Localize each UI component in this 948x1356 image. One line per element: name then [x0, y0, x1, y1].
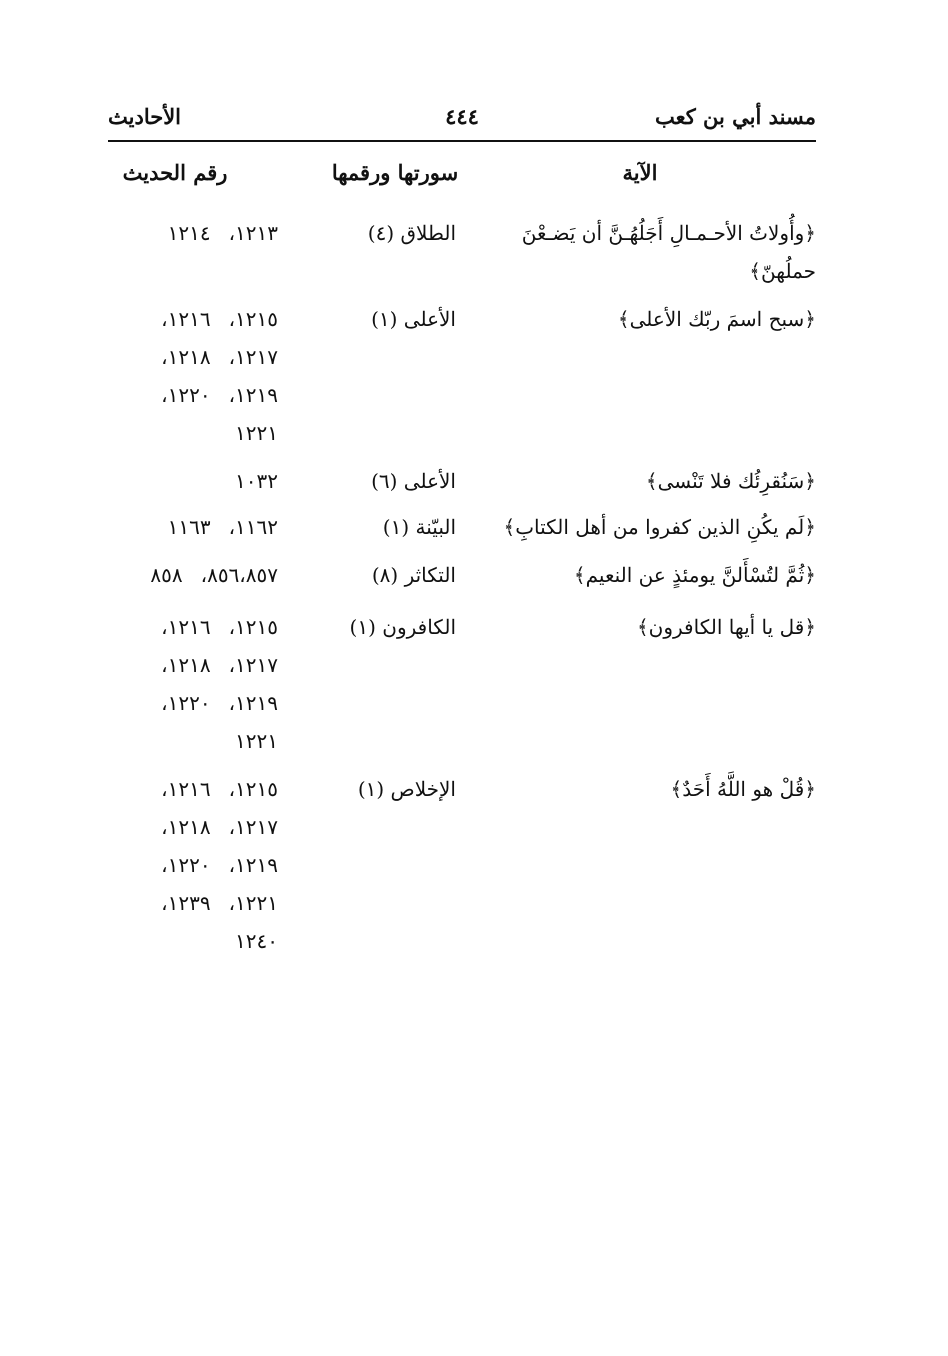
hadith-number: ١٢٢٠، [161, 853, 211, 877]
hadith-number-line [108, 508, 278, 546]
verse-text: ﴿ثُمَّ لتُسْأَلنَّ يومئذٍ عن النعيم﴾ [573, 563, 816, 587]
surah-ref: الأعلى (٦) [371, 469, 456, 493]
section-title: الأحاديث [108, 104, 182, 129]
column-header-verse: الآية [622, 160, 658, 185]
surah-ref: البيّنة (١) [382, 515, 456, 539]
hadith-number-line [108, 338, 278, 376]
hadith-number-line [108, 770, 278, 808]
hadith-number: ١٢١٧، [228, 345, 278, 369]
hadith-number: ١٢١٧، [228, 653, 278, 677]
hadith-number-line [108, 646, 278, 684]
hadith-number: ١٢٣٩، [161, 891, 211, 915]
hadith-number-line [108, 214, 278, 252]
column-header-surah: سورتها ورقمها [331, 160, 459, 185]
hadith-number: ١٢٢١ [235, 729, 278, 753]
page-number: ٤٤٤ [445, 104, 479, 129]
hadith-number: ١١٦٢، [228, 515, 278, 539]
hadith-number: ١٢١٩، [228, 853, 278, 877]
hadith-number-line [108, 376, 278, 414]
verse-text: ﴿لَم يكُنِ الذين كفروا من أهل الكتابِ﴾ [503, 515, 816, 539]
hadith-number: ١٢١٦، [161, 777, 211, 801]
verse-text: ﴿قُلْ هو اللَّهُ أَحَدٌ﴾ [670, 777, 816, 801]
hadith-number: ١٢٢١، [228, 891, 278, 915]
hadith-number: ١٠٣٢ [235, 469, 278, 493]
hadith-number: ١٢١٥، [228, 307, 278, 331]
hadith-number-line [108, 846, 278, 884]
hadith-numbers [108, 300, 278, 452]
hadith-number-line [108, 684, 278, 722]
hadith-number: ٨٥٨ [150, 563, 183, 587]
hadith-numbers [108, 770, 278, 960]
hadith-number: ١٢١٣، [228, 221, 278, 245]
verse-text: ﴿وأُولاتُ الأحـمـالِ أَجَلُهُـنَّ أن يَضـعْنَ حملُهنّ﴾ [521, 221, 816, 283]
surah-ref: الطلاق (٤) [367, 221, 456, 245]
hadith-number-line [108, 722, 278, 760]
hadith-number-line [108, 884, 278, 922]
hadith-numbers [108, 508, 278, 546]
page-header [108, 100, 816, 142]
hadith-numbers [108, 608, 278, 760]
hadith-number-line [108, 608, 278, 646]
book-title: مسند أبي بن كعب [654, 104, 816, 129]
hadith-number: ١٢٢٠، [161, 691, 211, 715]
hadith-number-line [108, 414, 278, 452]
hadith-number: ١٢١٩، [228, 383, 278, 407]
hadith-number-line [108, 462, 278, 500]
hadith-number: ١١٦٣ [167, 515, 211, 539]
hadith-number: ١٢١٨، [161, 653, 211, 677]
hadith-number-line [108, 556, 278, 594]
hadith-number: ١٢٤٠ [235, 929, 278, 953]
hadith-numbers [108, 462, 278, 500]
hadith-number-line [108, 808, 278, 846]
hadith-number: ١٢١٥، [228, 777, 278, 801]
verse-text: ﴿سبح اسمَ ربّك الأعلى﴾ [617, 307, 816, 331]
hadith-numbers [108, 214, 278, 252]
hadith-number: ١٢٢١ [235, 421, 278, 445]
hadith-number-line [108, 922, 278, 960]
hadith-number: ١٢١٨، [161, 815, 211, 839]
hadith-numbers [108, 556, 278, 594]
surah-ref: الإخلاص (١) [357, 777, 456, 801]
hadith-number: ١٢١٨، [161, 345, 211, 369]
surah-ref: الأعلى (١) [371, 307, 456, 331]
hadith-number: ١٢١٤ [167, 221, 211, 245]
column-header-hadith: رقم الحديث [122, 160, 228, 185]
hadith-number: ١٢١٦، [161, 307, 211, 331]
hadith-number: ٨٥٦،٨٥٧، [200, 563, 278, 587]
hadith-number: ١٢١٥، [228, 615, 278, 639]
hadith-number: ١٢١٩، [228, 691, 278, 715]
hadith-number-line [108, 300, 278, 338]
verse-text: ﴿قل يا أيها الكافرون﴾ [636, 615, 816, 639]
hadith-number: ١٢١٧، [228, 815, 278, 839]
surah-ref: الكافرون (١) [349, 615, 456, 639]
hadith-number: ١٢١٦، [161, 615, 211, 639]
hadith-number: ١٢٢٠، [161, 383, 211, 407]
verse-text: ﴿سَنُقرِئُك فلا تَنْسى﴾ [645, 469, 816, 493]
surah-ref: التكاثر (٨) [371, 563, 456, 587]
